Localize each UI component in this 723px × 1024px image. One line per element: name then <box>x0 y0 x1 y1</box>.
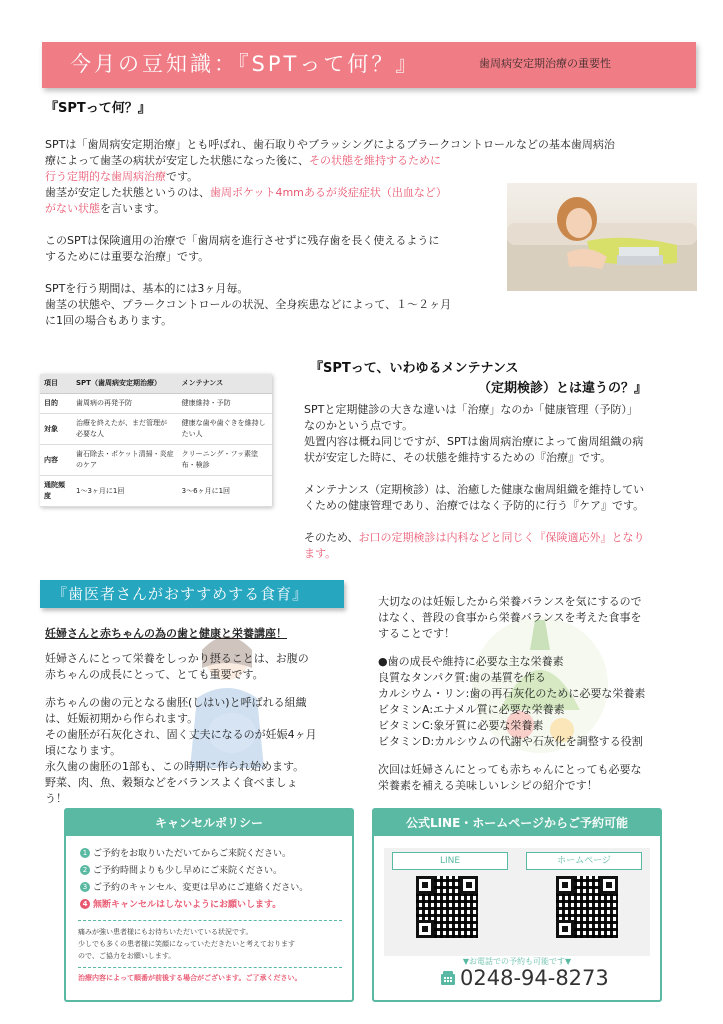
phone-icon <box>440 970 456 986</box>
table-cell: 健康維持・予防 <box>178 394 272 414</box>
booking-box <box>372 808 662 1002</box>
table-header-row <box>40 374 272 394</box>
policy-warning: 治療内容によって順番が前後する場合がございます。ご了承ください。 <box>78 967 342 983</box>
phone-number[interactable]: 0248-94-8273 <box>460 966 609 990</box>
table-cell: 対象 <box>40 414 72 445</box>
cancel-policy-title: キャンセルポリシー <box>66 810 352 836</box>
policy-item: 3 ご予約のキャンセル、変更は早めにご連絡ください。 <box>80 880 342 897</box>
policy-item: 4 無断キャンセルはしないようにお願いします。 <box>80 897 342 914</box>
cancel-policy-box <box>64 808 354 1002</box>
nutrient-item: ビタミンA:エナメル質に必要な栄養素 <box>378 703 565 716</box>
table-cell: 歯石除去・ポケット清掃・炎症のケア <box>72 445 178 476</box>
table-cell: 3〜6ヶ月に1回 <box>178 476 272 507</box>
table-row <box>40 445 272 476</box>
woman-on-sofa-photo <box>507 183 697 291</box>
policy-item: 1 ご予約をお取りいただいてからご来院ください。 <box>80 846 342 863</box>
table-row <box>40 414 272 445</box>
food-section-title: 『歯医者さんがおすすめする食育』 <box>52 585 309 603</box>
spt-body: SPTは「歯周病安定期治療」とも呼ばれ、歯石取りやブラッシングによるプラークコントロールなどの基本歯周病治 療によって歯茎の病状が安定した状態になった後に、その状態を維持するために 行う定期的な歯周病治療です。 歯茎が安定した状態というのは、歯周ポケット4mmあるが炎症症状（出血など） がない状態を言います。 このSPTは保険適用の治療で「歯周病を進行させずに残存歯を長く使えるように するためには重要な治療」です。 SPTを行う期間は、基本的には3ヶ月毎。 歯茎の状態や、プラークコントロールの状況、全身疾患などによって、１～２ヶ月 に1回の場合もあります。 <box>45 138 615 327</box>
page-title: 今月の豆知識：『SPTって何？』 <box>70 52 420 76</box>
qr-finder <box>556 920 574 938</box>
nutrient-item: 良質なタンパク質:歯の基質を作る <box>378 671 546 684</box>
qr-finder <box>556 876 574 894</box>
table-row <box>40 394 272 414</box>
table-cell: クリーニング・フッ素塗布・検診 <box>178 445 272 476</box>
line-label[interactable]: LINE <box>392 852 508 870</box>
table-cell: 治療を終えたが、まだ管理が必要な人 <box>72 414 178 445</box>
maint-body: SPTと定期健診の大きな違いは「治療」なのか「健康管理（予防）」 なのかという点です。 処置内容は概ね同じですが、SPTは歯周病治療によって歯周組織の病 状が安定した時に、その状態を維持するための『治療』です。 メンテナンス（定期検診）は、治癒した健康な歯周組織を維持してい くための健康管理であり、治療ではなく予防的に行う『ケア』です。 そのため、お口の定期検診は内科などと同じく『保険適応外』となり ます。 <box>304 403 645 560</box>
qr-finder <box>416 920 434 938</box>
nutrient-item: ●歯の成長や維持に必要な主な栄養素 <box>378 655 564 668</box>
nutrient-item: カルシウム・リン:歯の再石灰化のために必要な栄養素 <box>378 687 646 700</box>
qr-finder <box>600 876 618 894</box>
comparison-table <box>40 374 272 507</box>
homepage-label[interactable]: ホームページ <box>526 852 642 870</box>
table-row <box>40 476 272 507</box>
phone-note: ▼お電話での予約も可能です▼ <box>462 957 572 966</box>
booking-title: 公式LINE・ホームページからご予約可能 <box>374 810 660 836</box>
maint-heading-line1: 『SPTって、いわゆるメンテナンス <box>310 361 519 376</box>
table-cell: 通院頻度 <box>40 476 72 507</box>
page-subtitle: 歯周病安定期治療の重要性 <box>479 57 611 70</box>
table-header: 項目 <box>40 374 72 394</box>
nutrient-item: ビタミンC:象牙質に必要な栄養素 <box>378 719 544 732</box>
policy-item: 2 ご予約時間よりも少し早めにご来院ください。 <box>80 863 342 880</box>
food-body-right: 大切なのは妊娠したから栄養バランスを気にするので はなく、普段の食事から栄養バランスを考えた食事を することです！ ●歯の成長や維持に必要な主な栄養素 良質なタンパク質:歯の基質を作る カルシウム・リン:歯の再石灰化のために必要な栄養素 ビタミンA:エナメル質に必要な栄養素 ビタミンC:象牙質に必要な栄養素 ビタミンD:カルシウムの代謝や石灰化を調整する役割 次回は妊婦さんにとっても赤ちゃんにとっても必要な 栄養素を補える美味しいレシピの紹介です！ <box>378 594 698 794</box>
table-cell: 1〜3ヶ月に1回 <box>72 476 178 507</box>
table-cell: 歯周病の再発予防 <box>72 394 178 414</box>
qr-finder <box>416 876 434 894</box>
table-cell: 健康な歯や歯ぐきを維持したい人 <box>178 414 272 445</box>
food-body-left: 妊婦さんにとって栄養をしっかり摂ることは、お腹の 赤ちゃんの成長にとって、とても重要です。 赤ちゃんの歯の元となる歯胚(しはい)と呼ばれる組織 は、妊娠初期から作られます。 その歯胚が石灰化され、固く丈夫になるのが妊娠4ヶ月 頃になります。 永久歯の歯胚の1部も、この時期に作られ始めます。 野菜、肉、魚、穀類などをバランスよく食べましょ う！ <box>45 652 317 805</box>
maint-heading-line2: （定期検診）とは違うの？』 <box>478 381 648 396</box>
nutrient-item: ビタミンD:カルシウムの代謝や石灰化を調整する役割 <box>378 735 643 748</box>
table-cell: 内容 <box>40 445 72 476</box>
spt-heading: 『SPTって何？』 <box>45 101 151 116</box>
table-header: SPT（歯周病安定期治療） <box>72 374 178 394</box>
qr-finder <box>460 876 478 894</box>
food-heading: 妊婦さんと赤ちゃんの為の歯と健康と栄養講座！ <box>45 627 287 640</box>
table-header: メンテナンス <box>178 374 272 394</box>
table-cell: 目的 <box>40 394 72 414</box>
policy-note: 痛みが強い患者様にもお待ちいただいている状況です。 少しでも多くの患者様に笑顔になっていただきたいと考えております ので、ご協力をお願いします。 <box>78 920 342 962</box>
